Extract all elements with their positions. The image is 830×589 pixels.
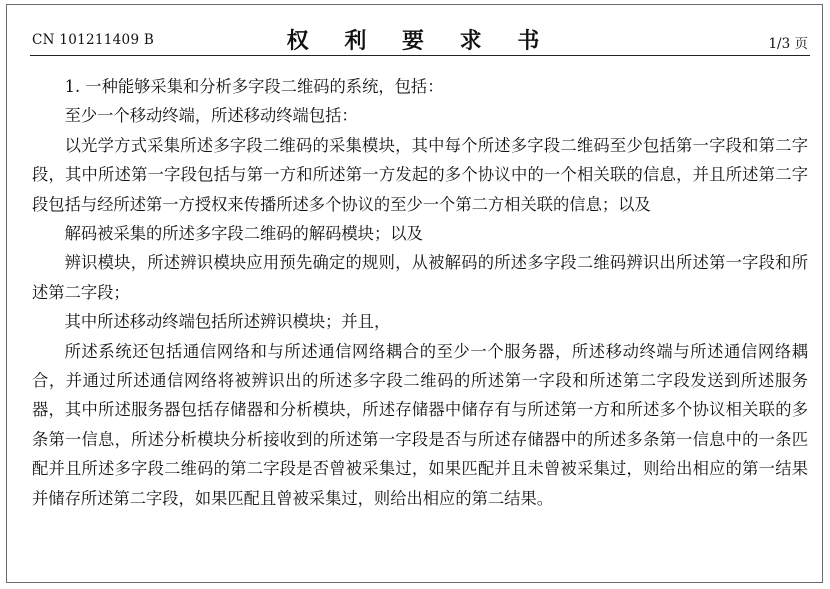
claim-paragraph: 以光学方式采集所述多字段二维码的采集模块，其中每个所述多字段二维码至少包括第一字段和第二字段，其中所述第一字段包括与第一方和所述第一方发起的多个协议中的一个相关联的信息，并且所述第二字段包括与经所述第一方授权来传播所述多个协议的至少一个第二方相关联的信息；以及 bbox=[32, 135, 808, 214]
claim-paragraph: 所述系统还包括通信网络和与所述通信网络耦合的至少一个服务器，所述移动终端与所述通信网络耦合，并通过所述通信网络将被辨识出的所述多字段二维码的所述第一字段和所述第二字段发送到所述服务器，其中所述服务器包括存储器和分析模块，所述存储器中储存有与所述第一方和所述多个协议相关联的多条第一信息，所述分析模块分析接收到的所述第一字段是否与所述存储器中的所述多条第一信息中的一条匹配并且所述多字段二维码的第二字段是否曾被采集过，如果匹配并且未曾被采集过，则给出相应的第一结果并储存所述第二字段，如果匹配且曾被采集过，则给出相应的第二结果。 bbox=[32, 341, 808, 508]
header-divider bbox=[30, 55, 810, 56]
page-header bbox=[32, 24, 808, 54]
claims-body bbox=[32, 72, 808, 513]
claim-paragraph: 辨识模块，所述辨识模块应用预先确定的规则，从被解码的所述多字段二维码辨识出所述第一字段和所述第二字段； bbox=[32, 253, 808, 302]
claim-paragraph: 解码被采集的所述多字段二维码的解码模块；以及 bbox=[64, 224, 423, 244]
claim-paragraph: 1. 一种能够采集和分析多字段二维码的系统，包括： bbox=[64, 77, 444, 96]
claim-paragraph: 至少一个移动终端，所述移动终端包括： bbox=[64, 106, 358, 126]
patent-number: CN 101211409 B bbox=[32, 32, 155, 48]
page-number: 1/3 页 bbox=[768, 36, 808, 52]
claim-paragraph: 其中所述移动终端包括所述辨识模块；并且， bbox=[64, 312, 391, 332]
document-title: 权 利 要 求 书 bbox=[286, 29, 554, 54]
